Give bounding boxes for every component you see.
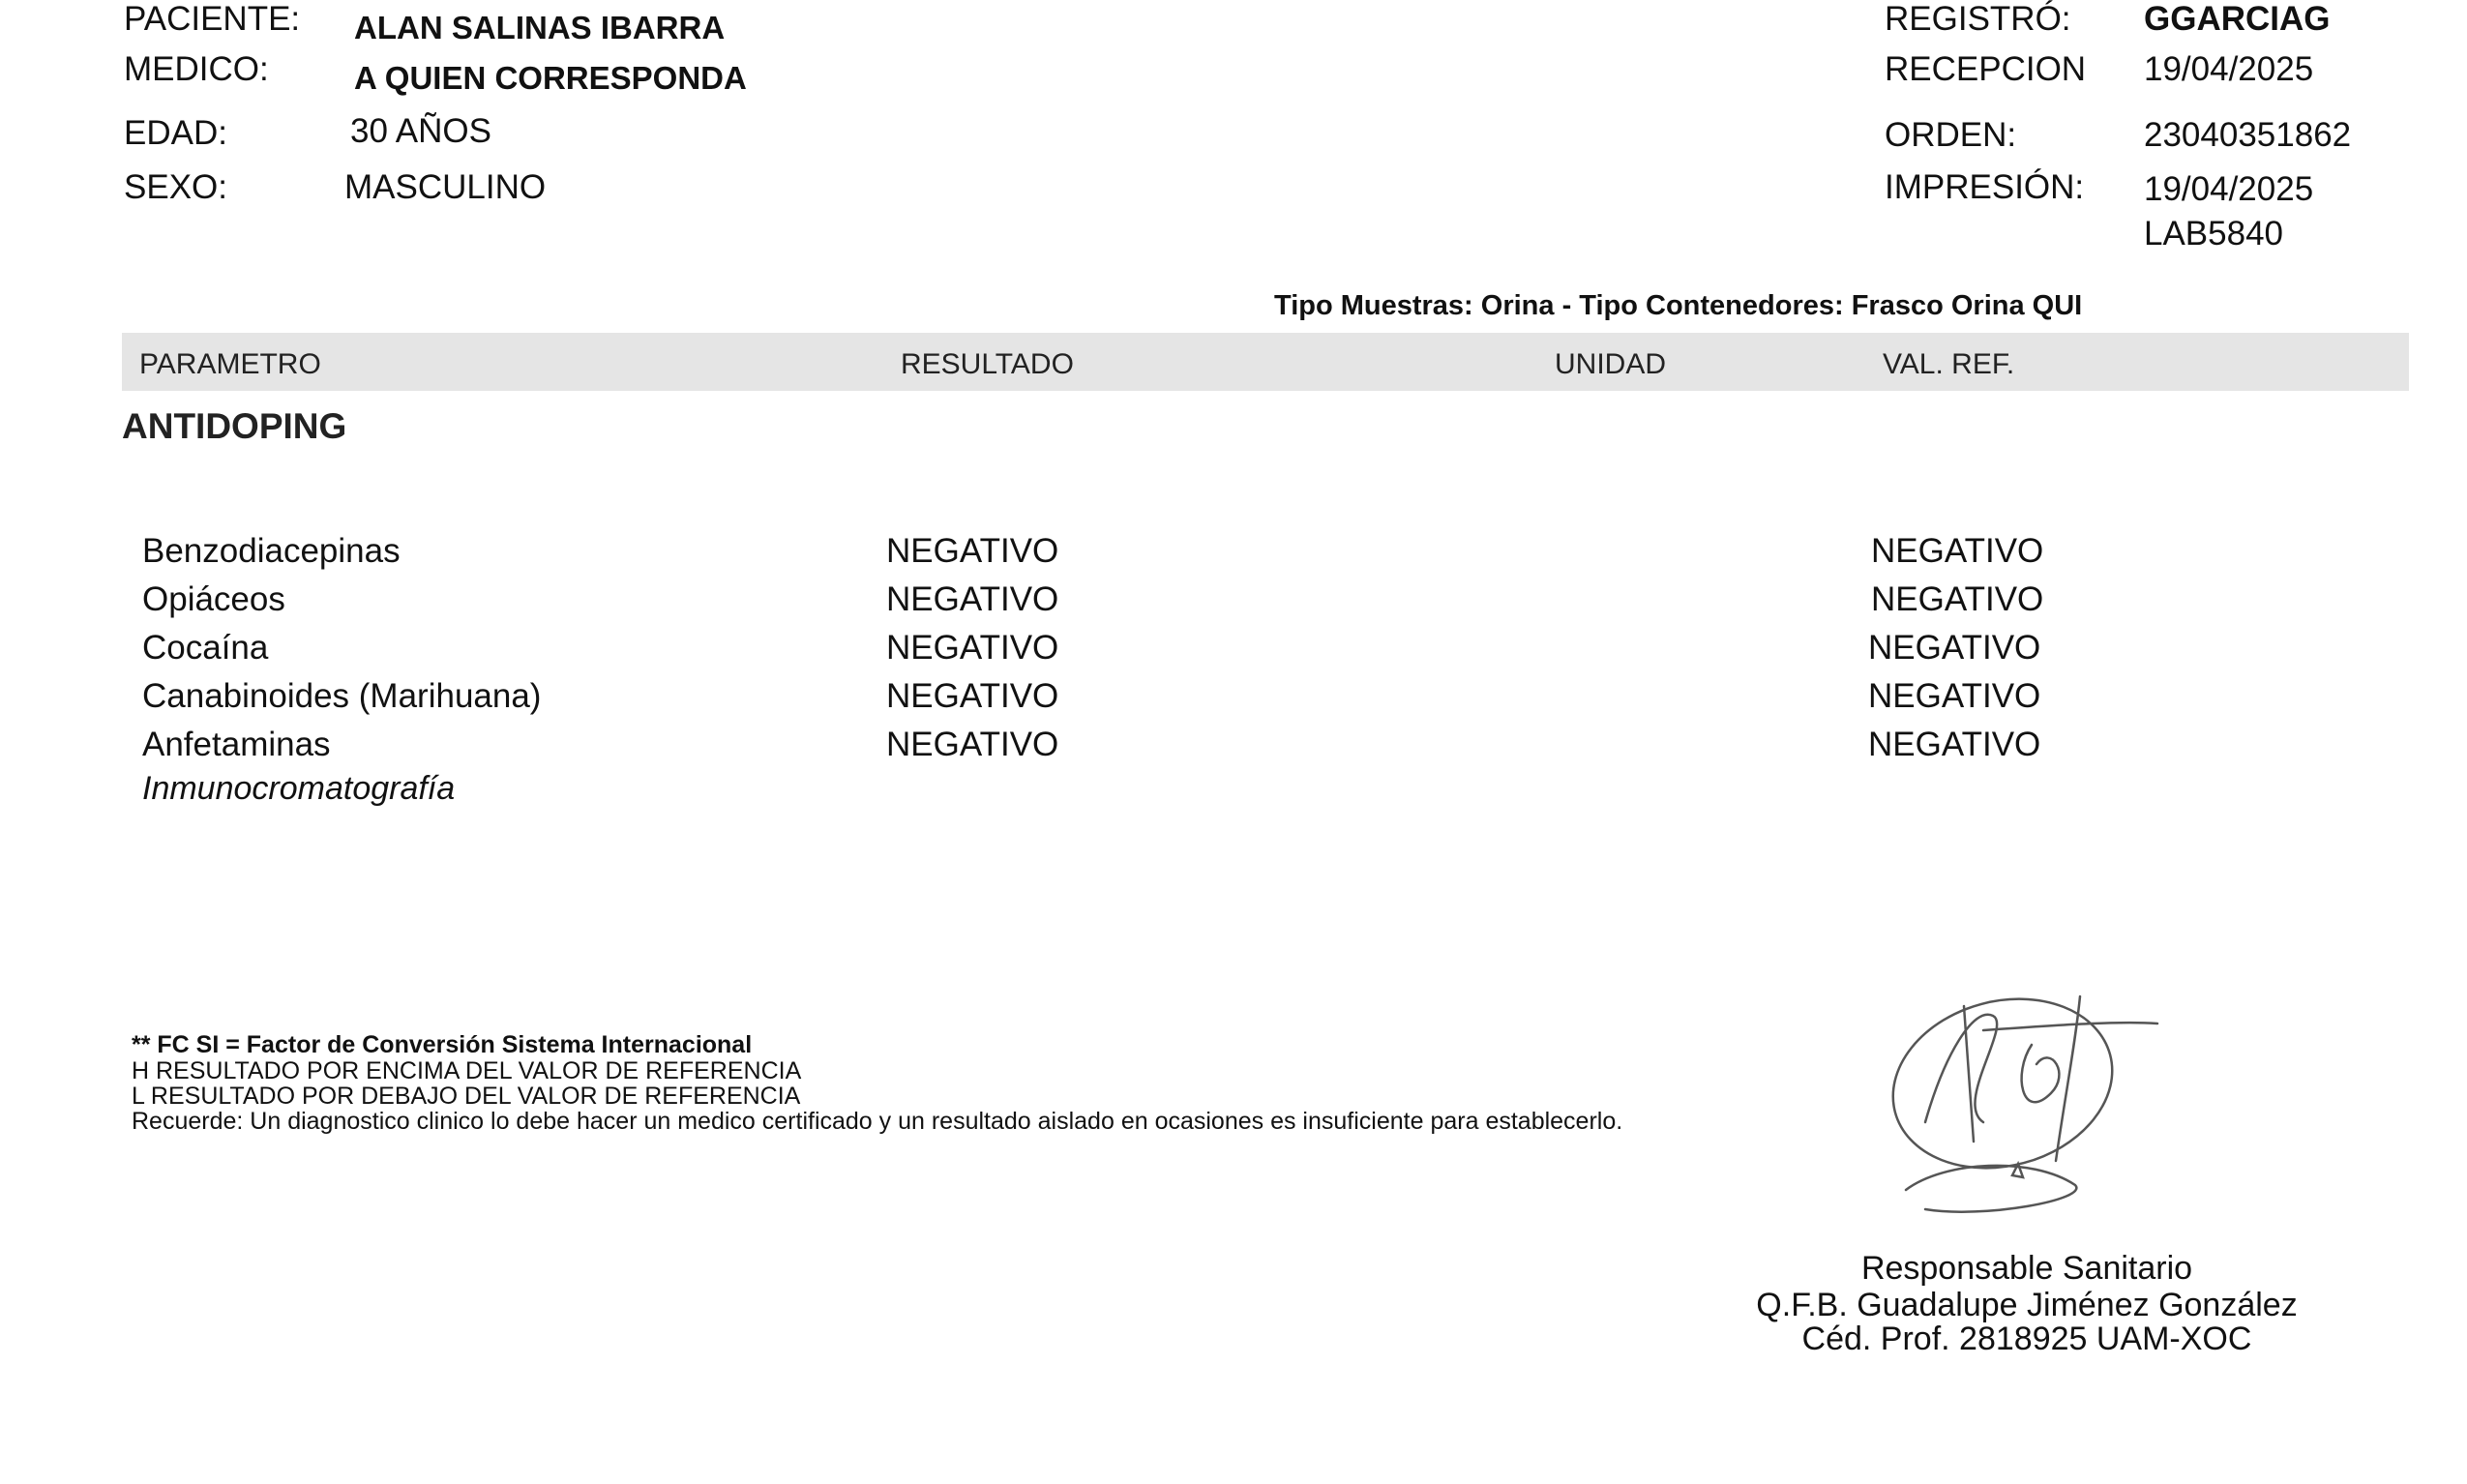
row-result: NEGATIVO xyxy=(886,726,1059,763)
impresion-label: IMPRESIÓN: xyxy=(1885,168,2085,206)
registro-value: GGARCIAG xyxy=(2144,0,2331,38)
registro-label: REGISTRÓ: xyxy=(1885,0,2071,38)
paciente-value: ALAN SALINAS IBARRA xyxy=(354,10,726,45)
section-title: ANTIDOPING xyxy=(122,406,347,446)
signature-cedula: Céd. Prof. 2818925 UAM-XOC xyxy=(1801,1321,2252,1357)
orden-label: ORDEN: xyxy=(1885,116,2017,154)
row-result: NEGATIVO xyxy=(886,532,1059,570)
edad-label: EDAD: xyxy=(124,114,227,152)
row-ref: NEGATIVO xyxy=(1871,532,2044,570)
method-note: Inmunocromatografía xyxy=(142,770,456,807)
recepcion-label: RECEPCION xyxy=(1885,50,2087,88)
note-recuerde: Recuerde: Un diagnostico clinico lo debe hacer un medico certificado y un resultado aislado en ocasiones es insuficiente para establecerlo. xyxy=(132,1108,1623,1135)
header-unidad: UNIDAD xyxy=(1555,348,1667,380)
sample-info: Tipo Muestras: Orina - Tipo Contenedores: Frasco Orina QUI xyxy=(1274,290,2083,321)
handwritten-signature-icon xyxy=(1867,987,2196,1229)
header-resultado: RESULTADO xyxy=(901,348,1074,380)
note-l: L RESULTADO POR DEBAJO DEL VALOR DE REFERENCIA xyxy=(132,1083,801,1110)
sexo-value: MASCULINO xyxy=(344,168,547,206)
row-param: Benzodiacepinas xyxy=(142,532,401,570)
note-fc: ** FC SI = Factor de Conversión Sistema Internacional xyxy=(132,1031,753,1058)
row-ref: NEGATIVO xyxy=(1868,726,2041,763)
note-h: H RESULTADO POR ENCIMA DEL VALOR DE REFERENCIA xyxy=(132,1057,802,1084)
edad-value: 30 AÑOS xyxy=(350,112,491,150)
row-result: NEGATIVO xyxy=(886,677,1059,715)
row-ref: NEGATIVO xyxy=(1868,629,2041,667)
orden-value: 23040351862 xyxy=(2144,116,2352,154)
row-ref: NEGATIVO xyxy=(1871,580,2044,618)
paciente-label: PACIENTE: xyxy=(124,0,301,38)
recepcion-value: 19/04/2025 xyxy=(2144,50,2314,88)
lab-code: LAB5840 xyxy=(2144,215,2284,252)
row-param: Anfetaminas xyxy=(142,726,331,763)
sexo-label: SEXO: xyxy=(124,168,227,206)
table-header-bar xyxy=(122,333,2409,391)
header-parametro: PARAMETRO xyxy=(139,348,321,380)
row-ref: NEGATIVO xyxy=(1868,677,2041,715)
row-param: Cocaína xyxy=(142,629,269,667)
row-param: Canabinoides (Marihuana) xyxy=(142,677,542,715)
signature-role: Responsable Sanitario xyxy=(1860,1250,2193,1287)
row-result: NEGATIVO xyxy=(886,629,1059,667)
impresion-value: 19/04/2025 xyxy=(2144,170,2314,208)
header-val-ref: VAL. REF. xyxy=(1883,348,2015,380)
medico-label: MEDICO: xyxy=(124,50,269,88)
medico-value: A QUIEN CORRESPONDA xyxy=(354,60,747,96)
row-result: NEGATIVO xyxy=(886,580,1059,618)
row-param: Opiáceos xyxy=(142,580,285,618)
signature-name: Q.F.B. Guadalupe Jiménez González xyxy=(1756,1287,2298,1323)
